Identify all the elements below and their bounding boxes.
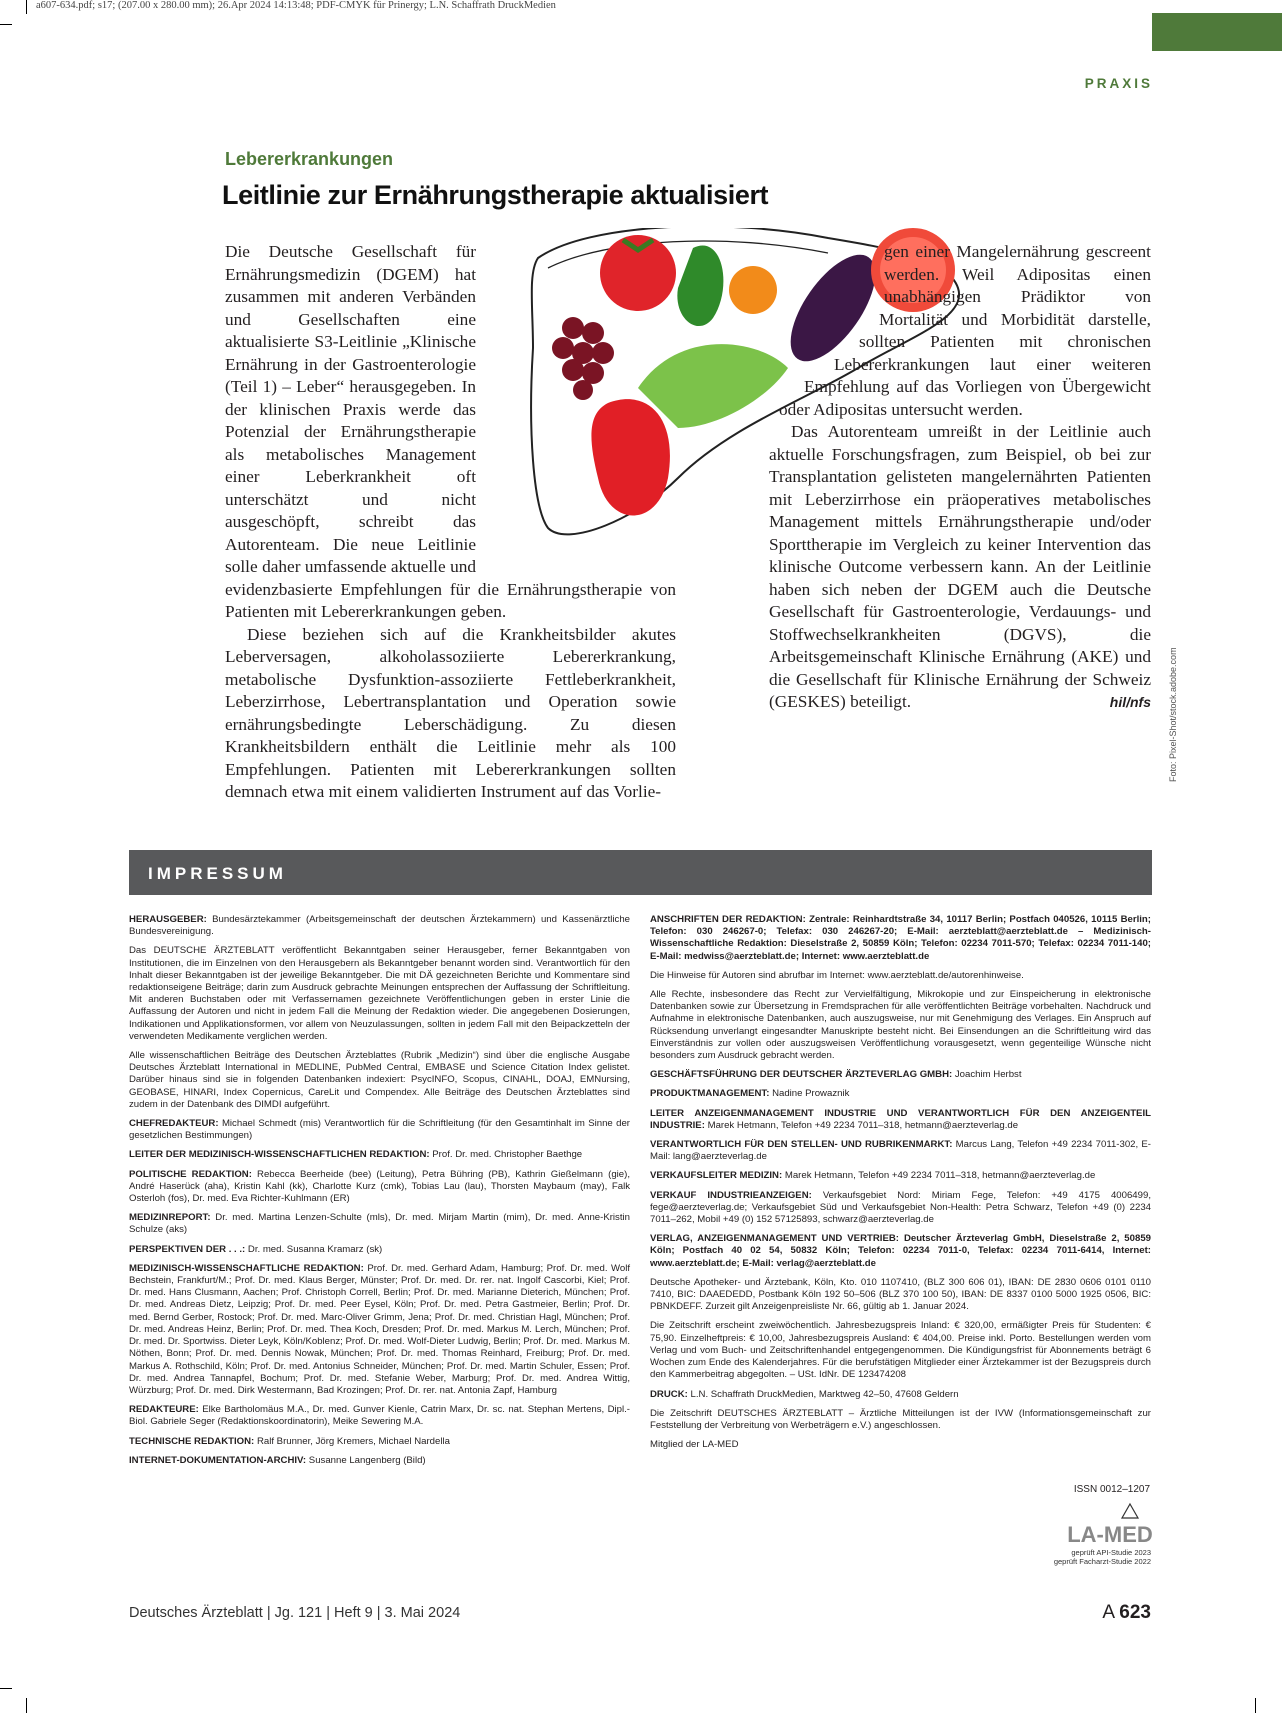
impressum-entry-label: VERKAUF INDUSTRIEANZEIGEN: — [650, 1189, 812, 1201]
impressum-entry — [129, 1118, 630, 1142]
footer-journal-info — [129, 1605, 460, 1621]
impressum-entry-label: VERANTWORTLICH FÜR DEN STELLEN- UND RUBRIKENMARKT: — [650, 1139, 953, 1151]
article-column-right — [769, 241, 1151, 714]
wrap-space — [769, 395, 779, 417]
impressum-entry — [650, 1088, 1151, 1100]
impressum-entry-label: HERAUSGEBER: — [129, 914, 207, 925]
impressum-entry-text: Zentrale: Reinhardtstraße 34, 10117 Berlin; Postfach 040526, 10115 Berlin; Telefon: 030 246267-0; Telefax: 030 246267-20; E-Mail: aerzteblatt@aerzteblatt.de – Medizinisch-Wissenschaftliche Redaktion: Dieselstraße 2, 50859 Köln; Telefon: 02234 7011-570; Telefax: 02234 7011-140; E-Mail: medwiss@aerzteblatt.de; Internet: www.aerzteblatt.de — [650, 914, 1151, 962]
section-color-tab — [1152, 13, 1282, 51]
page-number-value: 623 — [1119, 1602, 1151, 1623]
impressum-entry-label: VERLAG, ANZEIGENMANAGEMENT UND VERTRIEB: — [650, 1233, 899, 1245]
impressum-entry-text: Die Zeitschrift erscheint zweiwöchentlich. Jahresbezugspreis Inland: € 320,00, ermäßigter Preis für Studenten: € 75,90. Einzelheftpreis: € 10,00, Jahresbezugspreis Ausland: € 404,00. Preise inkl. Porto. Bestellungen werden vom Verlag und vom Buch- und Zeitschriftenhandel entgegengenommen. Die Kündigungsfrist für Abonnements beträgt 6 Wochen zum Ende des Kalenderjahres. Für die berufstätigen Mitglieder einer Ärztekammer ist der Bezugspreis durch den Kammerbeitrag abgegolten. – USt. IdNr. DE 123474208 — [650, 1320, 1151, 1381]
footer-volume: Jg. 121 — [274, 1605, 323, 1621]
wrap-space — [769, 263, 884, 285]
impressum-entry — [129, 914, 630, 938]
article-paragraph: Diese beziehen sich auf die Krankheitsbilder akutes Leberversagen, alkoholassoziierte Lebererkrankung, metabolische Dysfunktion-assoziierte Fettleberkrankheit, Leberzirrhose, Lebertransplantation und Operation sowie ernährungsbedingte Leberschädigung. Zu diesen Krankheitsbildern enthält die Leitlinie mehr als 100 Empfehlungen. Patienten mit Lebererkrankungen sollten demnach etwa mit einem validierten Instrument auf das Vorlie- — [225, 624, 676, 801]
crop-mark — [0, 24, 12, 25]
impressum-entry-text: Die Zeitschrift DEUTSCHES ÄRZTEBLATT – Ärztliche Mitteilungen ist der IVW (Informationsgemeinschaft zur Feststellung der Verbreitung von Werbeträgern e.V.) angeschlossen. — [650, 1407, 1151, 1431]
impressum-entry-text: Joachim Herbst — [954, 1069, 1022, 1081]
article-column-left — [225, 241, 676, 804]
impressum-entry-label: VERKAUFSLEITER MEDIZIN: — [650, 1170, 783, 1182]
crop-mark — [26, 1698, 27, 1713]
impressum-entry-text: Ralf Brunner, Jörg Kremers, Michael Nardella — [256, 1435, 450, 1447]
impressum-entry — [650, 1190, 1151, 1227]
article-paragraph: Die Deutsche Gesellschaft für Ernährungsmedizin (DGEM) hat zusammen mit anderen Verbänden und Gesellschaften eine aktualisierte S3-Leitlinie „Klinische Ernährung in der Gastroenterologie (Teil 1) – Leber“ herausgegeben. In der klinischen Praxis werde das Potenzial der Ernährungstherapie als metabolisches Management einer Leberkrankheit oft unterschätzt und nicht ausgeschöpft, schreibt das Autorenteam. Die neue Leitlinie solle daher umfassende aktuelle und evidenzbasierte Empfehlungen für die Ernährungstherapie von Patienten mit Lebererkrankungen geben. — [225, 242, 676, 621]
impressum-entry-text: Michael Schmedt (mis) Verantwortlich für die Schriftleitung (für den Gesamtinhalt im Sinne der gesetzlichen Bestimmungen) — [129, 1118, 630, 1142]
impressum-entry — [650, 1233, 1151, 1270]
impressum-entry-text: Marcus Lang, Telefon +49 2234 7011-302, E-Mail: lang@aerzteverlag.de — [650, 1139, 1151, 1163]
impressum-entry-label: CHEFREDAKTEUR: — [129, 1118, 219, 1130]
impressum-entry — [650, 1170, 1151, 1182]
section-label: PRAXIS — [1084, 76, 1153, 91]
la-med-certification — [1054, 1548, 1151, 1566]
wrap-space — [769, 351, 834, 373]
wrap-space — [769, 241, 879, 263]
impressum-entry — [129, 1169, 630, 1206]
page-prefix: A — [1102, 1602, 1120, 1623]
impressum-entry — [650, 1139, 1151, 1163]
impressum-entry-label: GESCHÄFTSFÜHRUNG DER DEUTSCHER ÄRZTEVERLAG GMBH: — [650, 1069, 953, 1081]
photo-credit: Foto: Pixel-Shot/stock.adobe.com — [1168, 647, 1178, 782]
impressum-entry-text: Marek Hetmann, Telefon +49 2234 7011–318, hetmann@aerzteverlag.de — [707, 1119, 1019, 1131]
impressum-entry-text: L.N. Schaffrath DruckMedien, Marktweg 42–50, 47608 Geldern — [690, 1388, 959, 1400]
separator: | — [262, 1605, 275, 1621]
impressum-entry — [650, 1439, 1151, 1451]
impressum-entry — [650, 1069, 1151, 1081]
impressum-entry-label: LEITER DER MEDIZINISCH-WISSENSCHAFTLICHEN REDAKTION: — [129, 1149, 430, 1161]
wrap-space — [769, 307, 879, 329]
la-med-line: geprüft API-Studie 2023 — [1071, 1548, 1151, 1557]
print-slug: a607-634.pdf; s17; (207.00 x 280.00 mm); 26.Apr 2024 14:13:48; PDF-CMYK für Prinergy; L.N. Schaffrath DruckMedien — [36, 0, 556, 11]
impressum-entry-label: MEDIZINISCH-WISSENSCHAFTLICHE REDAKTION: — [129, 1262, 364, 1274]
svg-text:LA-MED: LA-MED — [1067, 1522, 1153, 1547]
article-paragraph — [769, 421, 1151, 714]
crop-mark — [26, 0, 27, 14]
impressum-entry-label: DRUCK: — [650, 1388, 688, 1400]
impressum-entry — [129, 945, 630, 1043]
footer-journal: Deutsches Ärzteblatt — [129, 1605, 263, 1621]
impressum-entry-text: Elke Bartholomäus M.A., Dr. med. Gunver Kienle, Catrin Marx, Dr. sc. nat. Stephan Mertens, Dipl.-Biol. Gabriele Seger (Redaktionskoordinatorin), Meike Sewering M.A. — [129, 1404, 630, 1428]
impressum-entry — [129, 1436, 630, 1448]
impressum-entry — [650, 970, 1151, 982]
author-byline: hil/nfs — [1109, 694, 1151, 710]
crop-mark — [0, 1688, 12, 1689]
impressum-entry-text: Alle Rechte, insbesondere das Recht zur Vervielfältigung, Mikrokopie und zur Einspeicherung in elektronische Datenbanken sowie zur Übersetzung in Fremdsprachen für alle veröffentlichten Beiträge vorbehalten. Nachdruck und Aufnahme in elektronische Datenbanken, auch auszugsweise, nur mit Genehmigung des Verlages. Ein Anspruch auf Rücksendung unverlangt eingesandter Manuskripte besteht nicht. Bei Einsendungen an die Schriftleitung wird das Einverständnis zur vollen oder auszugsweisen Veröffentlichung vorausgesetzt, wenn gegenteilige Wünsche nicht besonders zum Ausdruck gebracht werden. — [650, 989, 1151, 1062]
impressum-entry — [650, 914, 1151, 963]
impressum-entry — [650, 1320, 1151, 1381]
separator: | — [372, 1605, 385, 1621]
impressum-entry-text: Mitglied der LA-MED — [650, 1439, 739, 1451]
impressum-entry-text: Verkaufsgebiet Nord: Miriam Fege, Telefon: +49 4175 4006499, fege@aerzteverlag.de; Verkaufsgebiet Süd und Verkaufsgebiet Non-Health: Petra Schwarz, Telefon +49 (0) 2234 7011–262, Mobil +49 (0) 152 57125893, schwarz@aerzteverlag.de — [650, 1189, 1151, 1226]
impressum-entry — [129, 1149, 630, 1161]
illustration-wrap-space — [476, 241, 676, 563]
impressum-entry — [650, 1389, 1151, 1401]
article-paragraph-text: Das Autorenteam umreißt in der Leitlinie auch aktuelle Forschungsfragen, zum Beispiel, ob bei zur Transplantation gelisteten mangelernährten Patienten mit Leberzirrhose ein präoperatives metabolisches Management mittels Ernährungstherapie und/oder Sporttherapie im Vergleich zu keiner Intervention das klinische Outcome verbessern kann. An der Leitlinie haben sich neben der DGEM auch die Deutsche Gesellschaft für Gastroenterologie, Verdauungs- und Stoffwechselkrankheiten (DGVS), die Arbeitsgemeinschaft Klinische Ernährung (AKE) und die Gesellschaft für Klinische Ernährung der Schweiz (GESKES) beteiligt. — [769, 422, 1151, 711]
footer-issue: Heft 9 — [334, 1605, 373, 1621]
impressum-entry-label: INTERNET-DOKUMENTATION-ARCHIV: — [129, 1454, 307, 1466]
impressum-entry-text: Bundesärztekammer (Arbeitsgemeinschaft der deutschen Ärztekammern) und Kassenärztliche Bundesvereinigung. — [129, 914, 631, 938]
impressum-entry-text: Deutscher Ärzteverlag GmbH, Dieselstraße 2, 50859 Köln; Postfach 40 02 54, 50832 Köln; Telefon: 02234 7011-0, Telefax: 02234 7011-6414, Internet: www.aerzteblatt.de; E-Mail: verlag@aerzteblatt.de — [650, 1233, 1151, 1269]
impressum-entry — [650, 989, 1151, 1062]
impressum-entry-text: Dr. med. Martina Lenzen-Schulte (mls), Dr. med. Mirjam Martin (mim), Dr. med. Anne-Kristin Schulze (aks) — [129, 1212, 630, 1236]
impressum-entry-label: PERSPEKTIVEN DER . . .: — [129, 1243, 246, 1255]
impressum-entry-text: Deutsche Apotheker- und Ärztebank, Köln, Kto. 010 1107410, (BLZ 300 606 01), IBAN: DE 2830 0606 0101 0110 7410, BIC: DAAEDEDD, Postbank Köln 192 50–506 (BLZ 370 100 50), IBAN: DE 8337 0100 5000 1925 0506, BIC: PBNKDEFF. Zurzeit gilt Anzeigenpreisliste Nr. 66, gültig ab 1. Januar 2024. — [650, 1276, 1151, 1313]
impressum-entry — [129, 1244, 630, 1256]
impressum-entry — [129, 1404, 630, 1428]
impressum-entry-text: Alle wissenschaftlichen Beiträge des Deutschen Ärzteblattes (Rubrik „Medizin“) sind über die englische Ausgabe Deutsches Ärzteblatt International in MEDLINE, PubMed Central, EMBASE und Science Citation Index gelistet. Darüber hinaus sind sie in folgenden Datenbanken indexiert: PsycINFO, Scopus, CINAHL, DOAJ, EMNursing, GEOBASE, HINARI, Index Copernicus, CareLit und Compendex. Alle Beiträge des Deutschen Ärzteblattes sind zudem in der Datenbank des DIMDI aufgeführt. — [129, 1050, 630, 1110]
impressum-entry-label: PRODUKTMANAGEMENT: — [650, 1088, 770, 1100]
impressum-entry — [129, 1263, 630, 1397]
impressum-entry-text: Prof. Dr. med. Christopher Baethge — [432, 1149, 583, 1161]
impressum-entry — [129, 1050, 630, 1111]
impressum-entry-label: MEDIZINREPORT: — [129, 1212, 211, 1224]
impressum-entry — [650, 1108, 1151, 1132]
impressum-entry-text: Prof. Dr. med. Gerhard Adam, Hamburg; Prof. Dr. med. Wolf Bechstein, Frankfurt/M.; Prof. Dr. med. Klaus Berger, Münster; Prof. Dr. med. Dr. rer. nat. Ingolf Cascorbi, Kiel; Prof. Dr. med. Hans Clusmann, Aachen; Prof. Christoph Correll, Berlin; Prof. Dr. med. Marianne Dieterich, München; Prof. Dr. med. Andreas Dietz, Leipzig; Prof. Dr. med. Peer Eysel, Köln; Prof. Dr. med. Petra Gastmeier, Berlin; Prof. Dr. med. Bernd Gerber, Rostock; Prof. Dr. med. Marc-Oliver Grimm, Jena; Prof. Dr. med. Christian Hagl, München; Prof. Dr. med. Andreas Heinz, Berlin; Prof. Dr. med. Thea Koch, Dresden; Prof. Dr. med. Markus M. Lerch, München; Prof. Dr. med. Dr. Sportwiss. Dieter Leyk, Köln/Koblenz; Prof. Dr. med. Wolf-Dieter Ludwig, Berlin; Prof. Dr. med. Markus M. Nöthen, Bonn; Prof. Dr. med. Dennis Nowak, München; Prof. Dr. med. Thomas Reinhard, Freiburg; Prof. Dr. med. Markus A. Rothschild, Köln; Prof. Dr. med. Antonius Schneider, München; Prof. Dr. med. Martin Schuler, Essen; Prof. Dr. med. Andrea Tannapfel, Bochum; Prof. Dr. med. Stefanie Weber, Marburg; Prof. Dr. med. Andrea Wittig, Würzburg; Prof. Dr. med. Dirk Westermann, Bad Krozingen; Prof. Dr. rer. nat. Antonia Zapf, Hamburg — [129, 1262, 630, 1396]
impressum-entry-text: Die Hinweise für Autoren sind abrufbar im Internet: www.aerzteblatt.de/autorenhinweise. — [650, 969, 1024, 981]
impressum-column-left — [129, 914, 630, 1474]
impressum-entry-text: Rebecca Beerheide (bee) (Leitung), Petra Bühring (PB), Kathrin Gießelmann (gie), André Haserück (aha), Kristin Kahl (kk), Charlotte Kurz (cmk), Tobias Lau (lau), Thorsten Maybaum (may), Falk Osterloh (fos), Dr. med. Eva Richter-Kuhlmann (ER) — [129, 1168, 630, 1205]
impressum-entry-label: REDAKTEURE: — [129, 1404, 199, 1416]
wrap-space — [769, 373, 804, 395]
impressum-column-right — [650, 914, 1151, 1458]
article-kicker: Lebererkrankungen — [225, 149, 394, 169]
impressum-entry — [650, 1408, 1151, 1432]
impressum-entry-text: Dr. med. Susanna Kramarz (sk) — [247, 1243, 383, 1255]
impressum-title: IMPRESSUM — [148, 864, 287, 883]
wrap-space — [769, 285, 884, 307]
impressum-entry — [129, 1455, 630, 1467]
article-paragraph: gen einer Mangelernährung gescreent werden. Weil Adipositas einen unabhängigen Prädiktor von Mortalität und Morbidität darstelle, sollten Patienten mit chronischen Lebererkrankungen laut einer weiteren Empfehlung auf das Vorliegen von Übergewicht oder Adipositas untersucht werden. — [779, 242, 1151, 419]
crop-mark — [1255, 1698, 1256, 1713]
impressum-entry-label: TECHNISCHE REDAKTION: — [129, 1435, 255, 1447]
wrap-space — [769, 329, 859, 351]
impressum-entry — [650, 1277, 1151, 1314]
impressum-entry — [129, 1212, 630, 1236]
impressum-entry-text: Nadine Prowaznik — [772, 1088, 850, 1100]
impressum-entry-label: ANSCHRIFTEN DER REDAKTION: — [650, 914, 806, 925]
separator: | — [322, 1605, 335, 1621]
impressum-entry-text: Marek Hetmann, Telefon +49 2234 7011–318, hetmann@aerzteverlag.de — [784, 1170, 1096, 1182]
impressum-entry-label: LEITER ANZEIGENMANAGEMENT INDUSTRIE UND VERANTWORTLICH FÜR DEN ANZEIGENTEIL INDUSTRIE: — [650, 1107, 1151, 1131]
page-number — [1102, 1602, 1151, 1624]
footer-date: 3. Mai 2024 — [384, 1605, 461, 1621]
impressum-entry-text: Susanne Langenberg (Bild) — [308, 1454, 426, 1466]
impressum-entry-text: Das DEUTSCHE ÄRZTEBLATT veröffentlicht Bekanntgaben seiner Herausgeber, ferner Bekanntgaben von Institutionen, die im Einzelnen von den Herausgebern als Bekanntgeber benannt worden sind. Verantwortlich für den Inhalt dieser Bekanntgaben ist der jeweilige Bekanntgeber. Die mit DÄ gezeichneten Berichte und Kommentare sind redaktionseigene Beiträge; darin zum Ausdruck gebrachte Meinungen entsprechen der Auffassung der Schriftleitung. Mit anderen Buchstaben oder mit Verfassernamen gezeichnete Veröffentlichungen geben in erster Linie die Auffassung der Autoren und nicht in jedem Fall die Meinung der Redaktion wieder. Die angegebenen Dosierungen, Indikationen und Applikationsformen, vor allem von Neuzulassungen, sollten in jedem Fall mit den Beipackzetteln der verwendeten Medikamente verglichen werden. — [129, 945, 630, 1042]
article-headline: Leitlinie zur Ernährungstherapie aktualisiert — [222, 180, 769, 210]
issn: ISSN 0012–1207 — [1073, 1484, 1150, 1495]
impressum-entry-label: POLITISCHE REDAKTION: — [129, 1168, 252, 1180]
la-med-line: geprüft Facharzt-Studie 2022 — [1053, 1557, 1151, 1566]
